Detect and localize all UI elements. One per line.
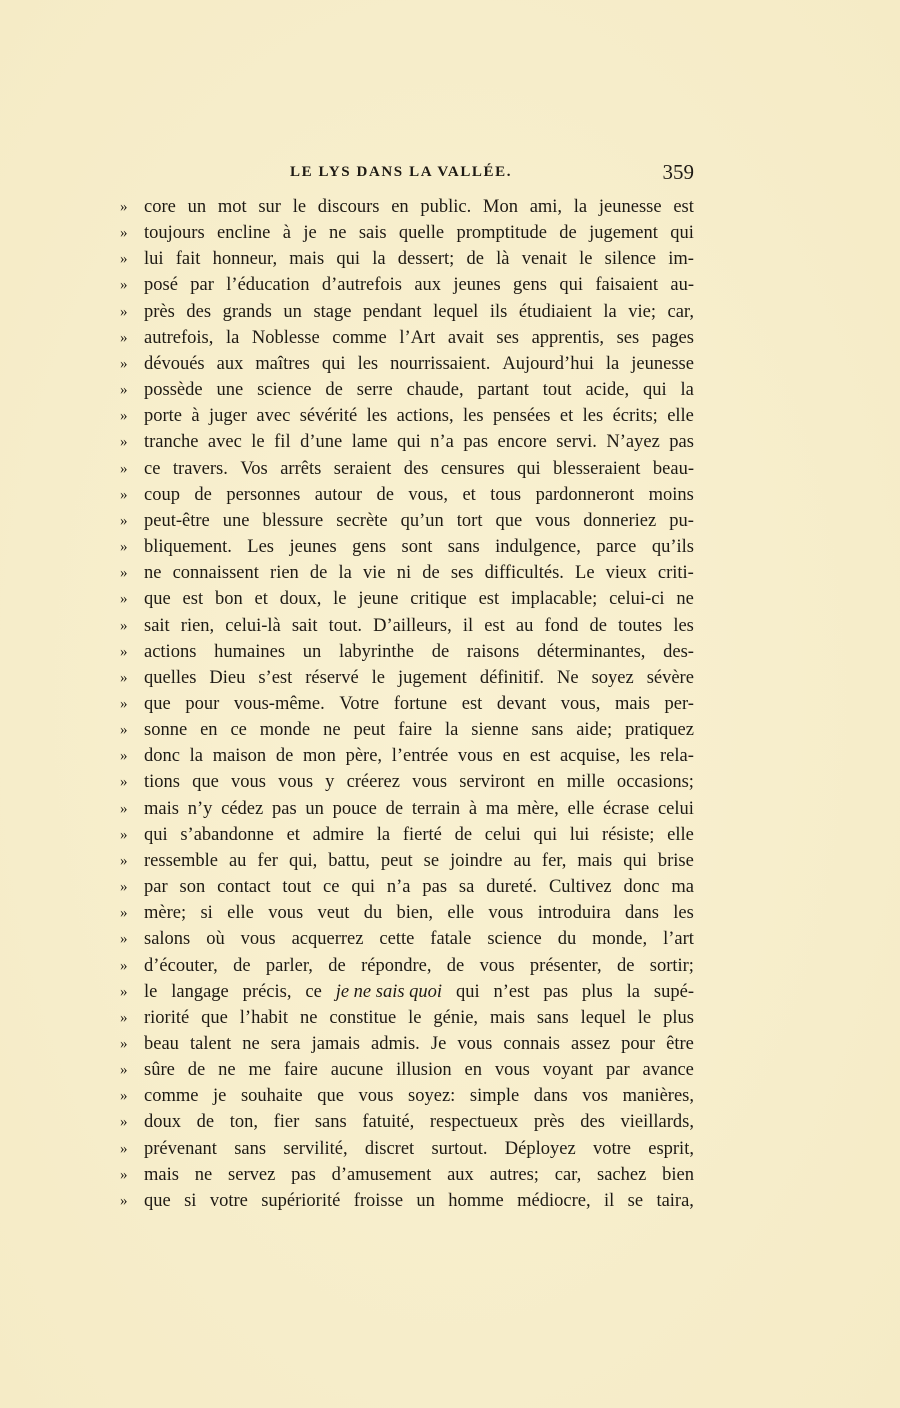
line-text: que est bon et doux, le jeune critique est implacable; celui-ci ne bbox=[144, 589, 694, 610]
quote-mark: » bbox=[120, 251, 128, 268]
text-line bbox=[120, 1031, 694, 1057]
text-line bbox=[120, 429, 694, 455]
text-line bbox=[120, 743, 694, 769]
line-text: le langage précis, ce je ne sais quoi qui n’est pas plus la supé- bbox=[144, 979, 694, 1005]
line-text: toujours encline à je ne sais quelle promptitude de jugement qui bbox=[144, 223, 694, 244]
quote-mark: » bbox=[120, 1192, 128, 1209]
quote-mark: » bbox=[120, 486, 128, 503]
quote-mark: » bbox=[120, 539, 128, 556]
quote-mark: » bbox=[120, 748, 128, 765]
text-line bbox=[120, 665, 694, 691]
quote-mark: » bbox=[120, 643, 128, 660]
text-line bbox=[120, 1057, 694, 1083]
line-text: d’écouter, de parler, de répondre, de vous présenter, de sortir; bbox=[144, 955, 694, 976]
text-line bbox=[120, 691, 694, 717]
text-line bbox=[120, 377, 694, 403]
line-text: possède une science de serre chaude, partant tout acide, qui la bbox=[144, 380, 694, 401]
line-text: qui s’abandonne et admire la fierté de celui qui lui résiste; elle bbox=[144, 824, 694, 845]
body-text bbox=[120, 194, 694, 1214]
page-number: 359 bbox=[662, 160, 694, 184]
line-text: dévoués aux maîtres qui les nourrissaient. Aujourd’hui la jeunesse bbox=[144, 353, 694, 374]
line-text: que pour vous-même. Votre fortune est devant vous, mais per- bbox=[144, 693, 694, 714]
quote-mark: » bbox=[120, 225, 128, 242]
line-text: beau talent ne sera jamais admis. Je vous connais assez pour être bbox=[144, 1034, 694, 1054]
text-line bbox=[120, 534, 694, 560]
quote-mark: » bbox=[120, 905, 128, 922]
quote-mark: » bbox=[120, 983, 128, 1000]
quote-mark: » bbox=[120, 512, 128, 529]
text-line bbox=[120, 560, 694, 586]
line-text: comme je souhaite que vous soyez: simple dans vos manières, bbox=[144, 1086, 694, 1107]
quote-mark: » bbox=[120, 277, 128, 294]
line-text: porte à juger avec sévérité les actions, les pensées et les écrits; elle bbox=[144, 406, 694, 427]
quote-mark: » bbox=[120, 199, 128, 215]
quote-mark: » bbox=[120, 1036, 128, 1052]
line-text: quelles Dieu s’est réservé le jugement définitif. Ne soyez sévère bbox=[144, 667, 694, 688]
text-line bbox=[120, 848, 694, 874]
text-line bbox=[120, 796, 694, 822]
text-line bbox=[120, 1162, 694, 1188]
quote-mark: » bbox=[120, 722, 128, 739]
text-line bbox=[120, 272, 694, 298]
line-text: sait rien, celui-là sait tout. D’ailleurs, il est au fond de toutes les bbox=[144, 615, 694, 636]
text-line bbox=[120, 769, 694, 795]
quote-mark: » bbox=[120, 303, 128, 320]
text-line bbox=[120, 1005, 694, 1031]
text-line bbox=[120, 351, 694, 377]
text-line bbox=[120, 822, 694, 848]
running-title: LE LYS DANS LA VALLÉE. bbox=[290, 164, 513, 180]
line-text: donc la maison de mon père, l’entrée vous en est acquise, les rela- bbox=[144, 746, 694, 767]
text-line bbox=[120, 482, 694, 508]
quote-mark: » bbox=[120, 617, 128, 634]
text-line bbox=[120, 1083, 694, 1109]
line-text: lui fait honneur, mais qui la dessert; de là venait le silence im- bbox=[144, 249, 694, 270]
line-text: par son contact tout ce qui n’a pas sa dureté. Cultivez donc ma bbox=[144, 877, 694, 898]
text-line bbox=[120, 586, 694, 612]
quote-mark: » bbox=[120, 957, 128, 974]
quote-mark: » bbox=[120, 408, 128, 425]
line-text: que si votre supériorité froisse un homme médiocre, il se taira, bbox=[144, 1190, 694, 1211]
text-line bbox=[120, 613, 694, 639]
text-line bbox=[120, 979, 694, 1005]
line-text: salons où vous acquerrez cette fatale science du monde, l’art bbox=[144, 929, 694, 950]
quote-mark: » bbox=[120, 774, 128, 791]
quote-mark: » bbox=[120, 355, 128, 372]
text-line bbox=[120, 717, 694, 743]
quote-mark: » bbox=[120, 1114, 128, 1131]
text-line bbox=[120, 246, 694, 272]
quote-mark: » bbox=[120, 826, 128, 843]
quote-mark: » bbox=[120, 695, 128, 712]
text-line bbox=[120, 508, 694, 534]
line-text: tranche avec le fil d’une lame qui n’a pas encore servi. N’ayez pas bbox=[144, 432, 694, 453]
quote-mark: » bbox=[120, 879, 128, 896]
text-line bbox=[120, 1188, 694, 1214]
quote-mark: » bbox=[120, 1140, 128, 1157]
line-text: mère; si elle vous veut du bien, elle vous introduira dans les bbox=[144, 903, 694, 924]
quote-mark: » bbox=[120, 1088, 128, 1105]
quote-mark: » bbox=[120, 669, 128, 686]
line-text: core un mot sur le discours en public. Mon ami, la jeunesse est bbox=[144, 197, 694, 217]
page-header bbox=[290, 160, 694, 188]
quote-mark: » bbox=[120, 591, 128, 608]
line-text: mais ne servez pas d’amusement aux autres; car, sachez bien bbox=[144, 1164, 694, 1185]
text-line bbox=[120, 194, 694, 220]
line-text: près des grands un stage pendant lequel ils étudiaient la vie; car, bbox=[144, 301, 694, 322]
line-text: coup de personnes autour de vous, et tous pardonneront moins bbox=[144, 484, 694, 505]
line-text: ressemble au fer qui, battu, peut se joindre au fer, mais qui brise bbox=[144, 850, 694, 871]
text-line bbox=[120, 1136, 694, 1162]
text-line bbox=[120, 639, 694, 665]
line-text: doux de ton, fier sans fatuité, respectueux près des vieillards, bbox=[144, 1112, 694, 1133]
text-line bbox=[120, 874, 694, 900]
quote-mark: » bbox=[120, 329, 128, 346]
line-text: ce travers. Vos arrêts seraient des censures qui blesseraient beau- bbox=[144, 458, 694, 479]
quote-mark: » bbox=[120, 1062, 128, 1079]
text-line bbox=[120, 1109, 694, 1135]
quote-mark: » bbox=[120, 434, 128, 451]
quote-mark: » bbox=[120, 1009, 128, 1026]
line-text: posé par l’éducation d’autrefois aux jeunes gens qui faisaient au- bbox=[144, 275, 694, 296]
text-line bbox=[120, 953, 694, 979]
quote-mark: » bbox=[120, 852, 128, 869]
line-text: riorité que l’habit ne constitue le génie, mais sans lequel le plus bbox=[144, 1007, 694, 1028]
quote-mark: » bbox=[120, 931, 128, 948]
quote-mark: » bbox=[120, 1166, 128, 1183]
text-line bbox=[120, 926, 694, 952]
text-line bbox=[120, 403, 694, 429]
line-text: ne connaissent rien de la vie ni de ses difficultés. Le vieux criti- bbox=[144, 563, 694, 584]
line-text: autrefois, la Noblesse comme l’Art avait ses apprentis, ses pages bbox=[144, 327, 694, 348]
quote-mark: » bbox=[120, 460, 128, 477]
text-line bbox=[120, 299, 694, 325]
line-text: actions humaines un labyrinthe de raisons déterminantes, des- bbox=[144, 641, 694, 662]
line-text: prévenant sans servilité, discret surtout. Déployez votre esprit, bbox=[144, 1138, 694, 1159]
line-text: sûre de ne me faire aucune illusion en vous voyant par avance bbox=[144, 1060, 694, 1081]
text-line bbox=[120, 456, 694, 482]
quote-mark: » bbox=[120, 382, 128, 399]
quote-mark: » bbox=[120, 800, 128, 817]
quote-mark: » bbox=[120, 565, 128, 582]
italic-phrase: je ne sais quoi bbox=[335, 981, 443, 1002]
line-text: peut-être une blessure secrète qu’un tort que vous donneriez pu- bbox=[144, 510, 694, 531]
text-line bbox=[120, 900, 694, 926]
line-text: tions que vous vous y créerez vous serviront en mille occasions; bbox=[144, 772, 694, 793]
line-text: mais n’y cédez pas un pouce de terrain à ma mère, elle écrase celui bbox=[144, 798, 694, 819]
text-line bbox=[120, 325, 694, 351]
text-line bbox=[120, 220, 694, 246]
line-text: bliquement. Les jeunes gens sont sans indulgence, parce qu’ils bbox=[144, 537, 694, 558]
line-text: sonne en ce monde ne peut faire la sienne sans aide; pratiquez bbox=[144, 720, 694, 741]
